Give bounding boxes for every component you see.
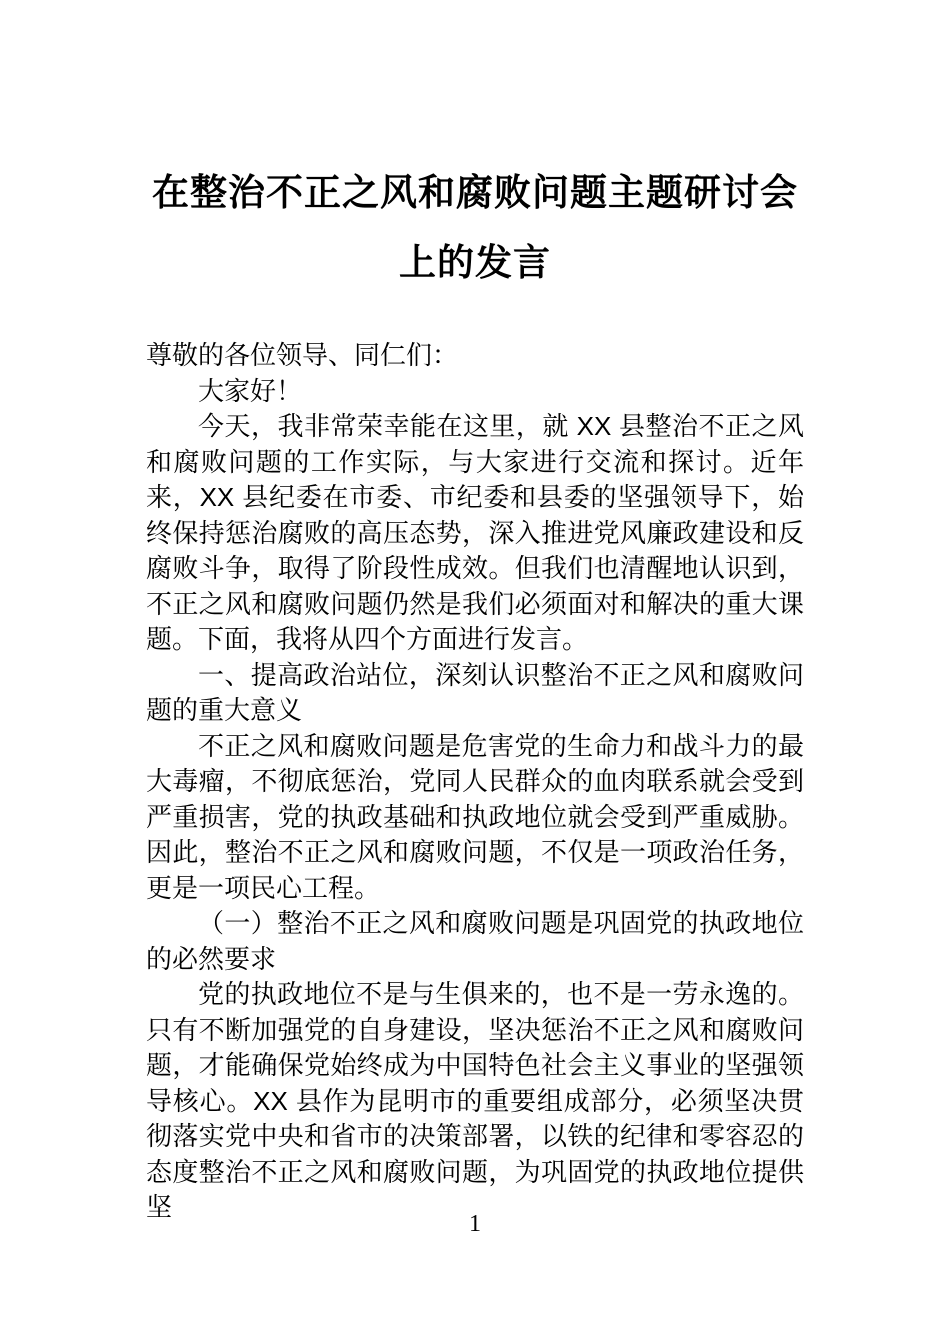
document-body (146, 338, 804, 1226)
paragraph: 今天，我非常荣幸能在这里，就 XX 县整治不正之风和腐败问题的工作实际，与大家进行交流和探讨。近年来，XX 县纪委在市委、市纪委和县委的坚强领导下，始终保持惩治腐败的高压态势，深入推进党风廉政建设和反腐败斗争，取得了阶段性成效。但我们也清醒地认识到，不正之风和腐败问题仍然是我们必须面对和解决的重大课题。下面，我将从四个方面进行发言。 (146, 411, 804, 654)
paragraph: 尊敬的各位领导、同仁们： (146, 340, 459, 370)
paragraph: （一）整治不正之风和腐败问题是巩固党的执政地位的必然要求 (146, 908, 804, 974)
paragraph: 党的执政地位不是与生俱来的，也不是一劳永逸的。只有不断加强党的自身建设，坚决惩治不正之风和腐败问题，才能确保党始终成为中国特色社会主义事业的坚强领导核心。XX 县作为昆明市的重要组成部分，必须坚决贯彻落实党中央和省市的决策部署，以铁的纪律和零容忍的态度整治不正之风和腐败问题，为巩固党的执政地位提供坚 (146, 979, 804, 1222)
paragraph: 不正之风和腐败问题是危害党的生命力和战斗力的最大毒瘤，不彻底惩治，党同人民群众的血肉联系就会受到严重损害，党的执政基础和执政地位就会受到严重威胁。因此，整治不正之风和腐败问题，不仅是一项政治任务，更是一项民心工程。 (146, 730, 804, 903)
page-number: 1 (469, 1211, 481, 1237)
paragraph: 大家好！ (198, 375, 303, 406)
paragraph: 一、提高政治站位，深刻认识整治不正之风和腐败问题的重大意义 (146, 659, 804, 725)
document-title: 在整治不正之风和腐败问题主题研讨会上的发言 (152, 172, 798, 283)
